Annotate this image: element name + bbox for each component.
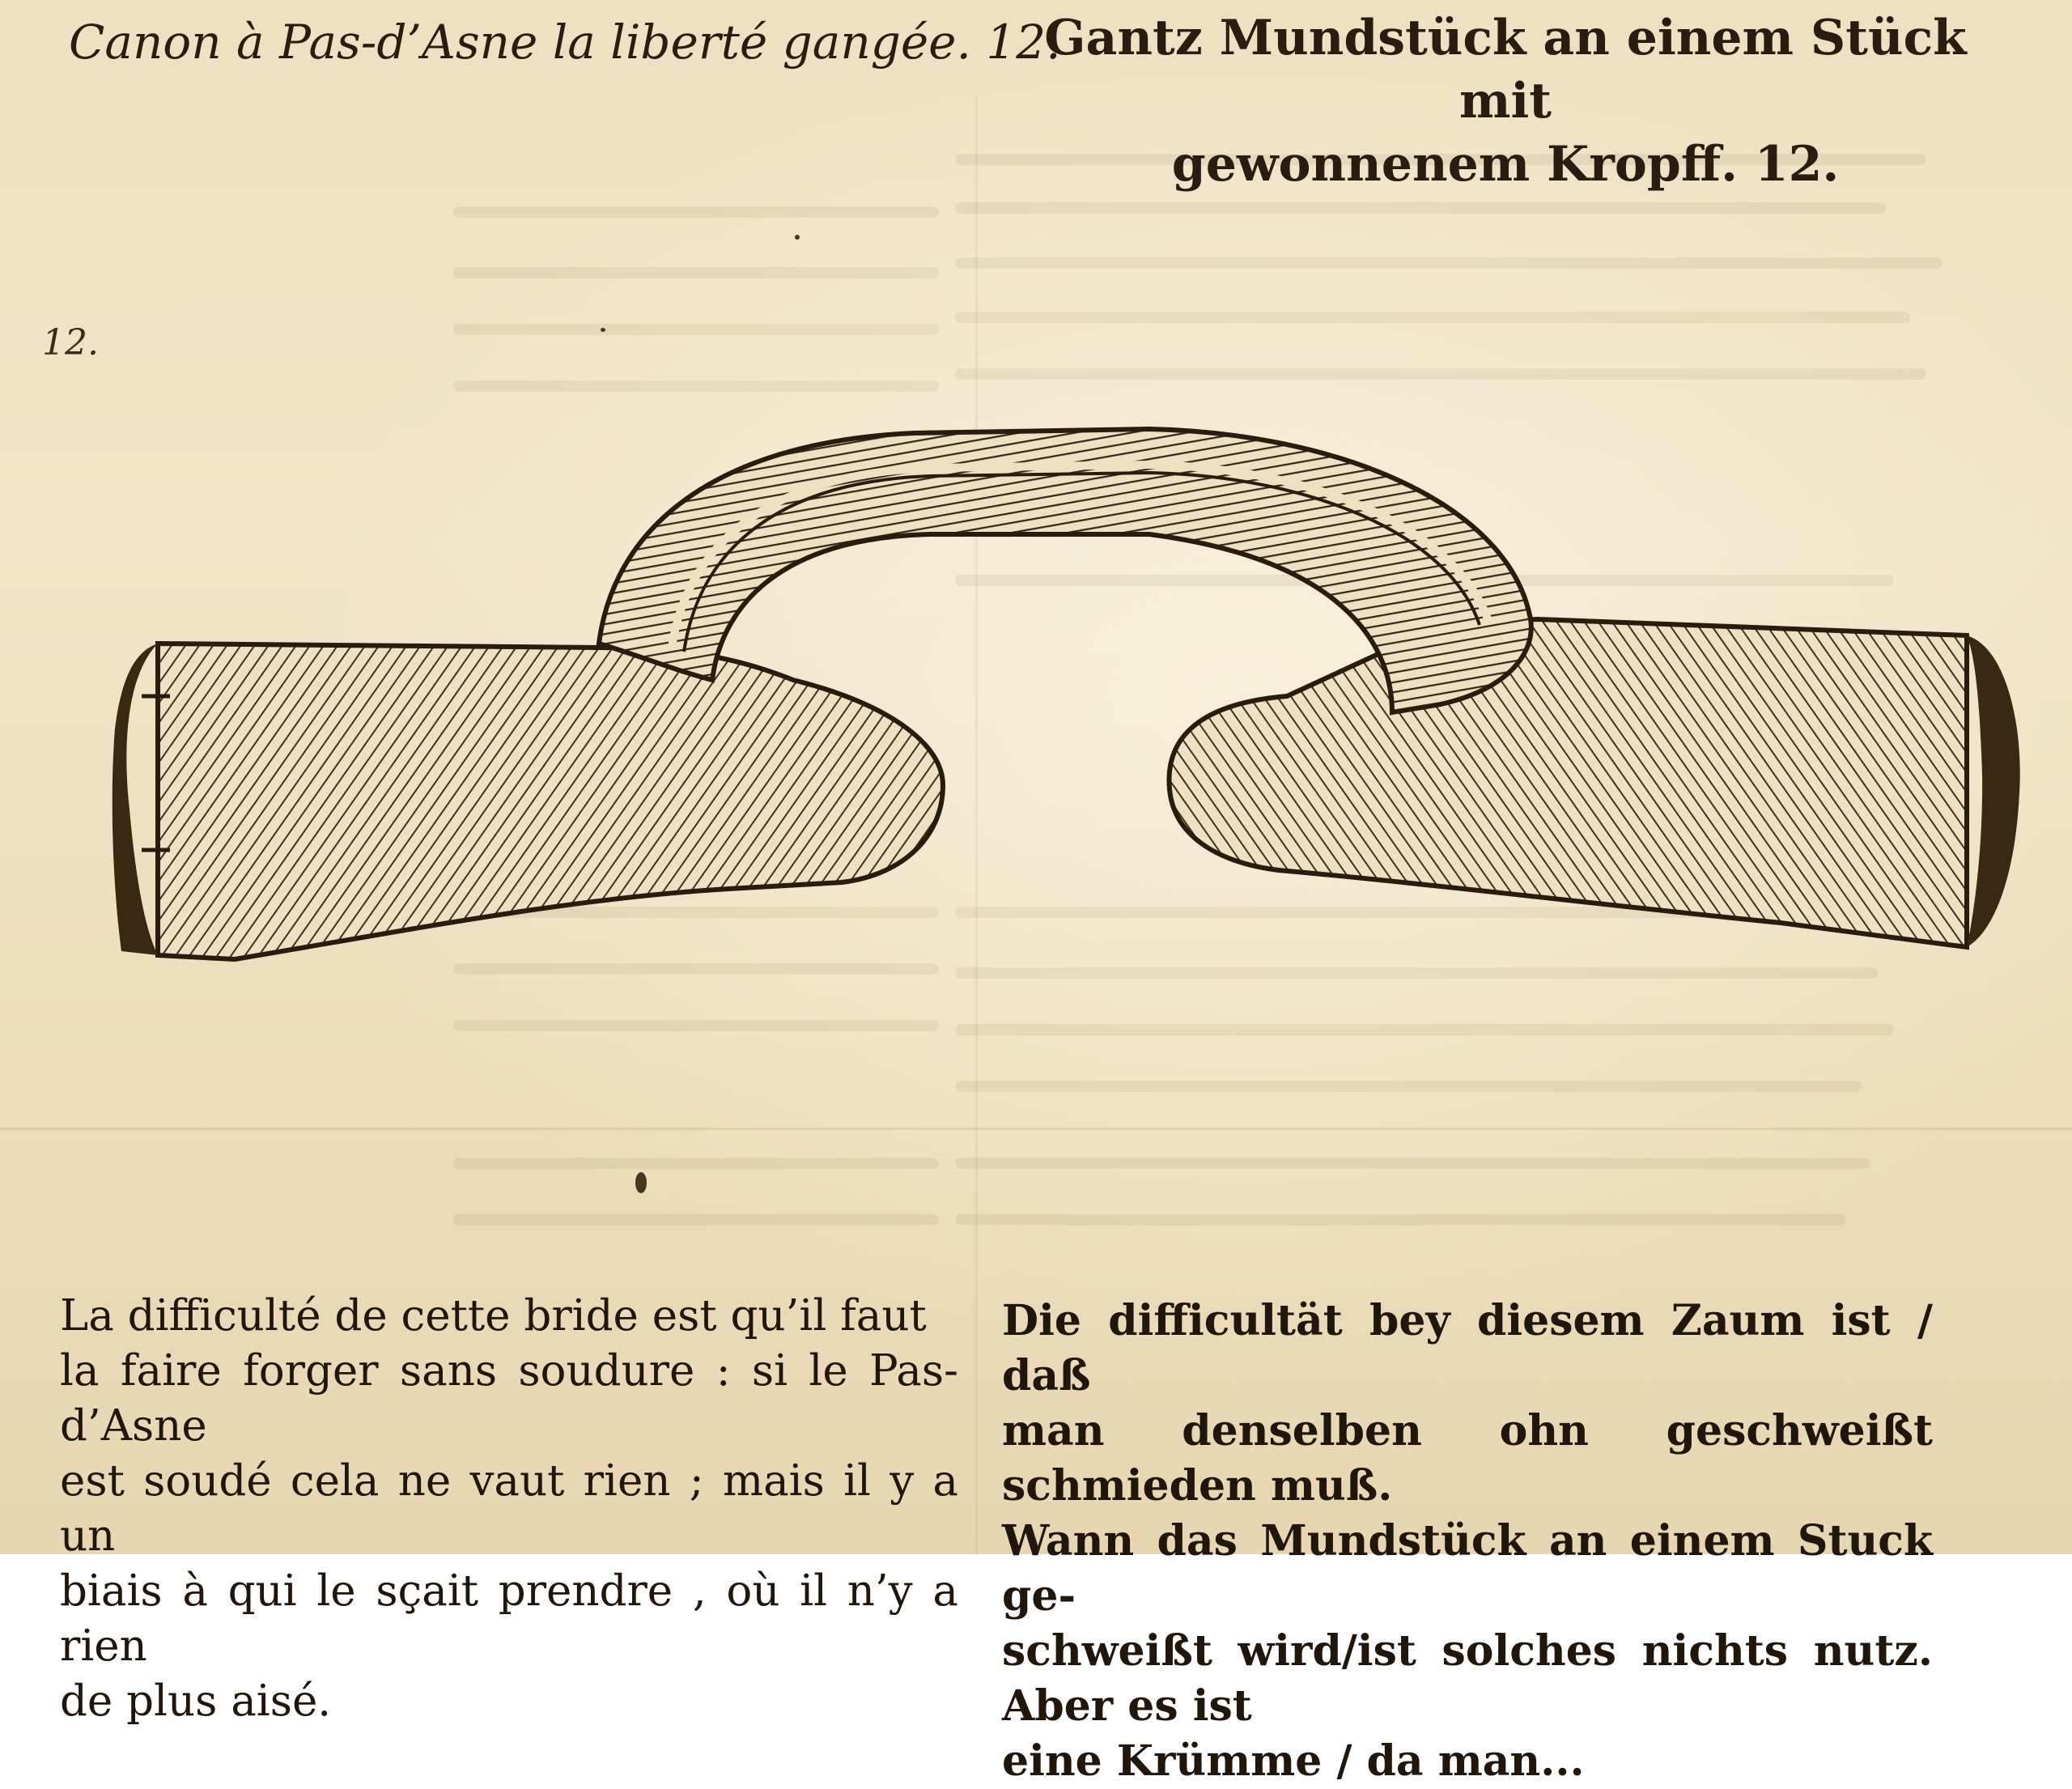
french-line: biais à qui le sçait prendre , où il n’y a rien [60,1566,958,1671]
ink-speck [601,328,605,332]
ink-blot [635,1172,647,1193]
french-heading: Canon à Pas-d’Asne la liberté gangée. 12. [69,15,1061,70]
right-canon-cylinder [1169,619,2019,947]
german-line: Wann das Mundstück an einem Stuck ge- [1002,1516,1933,1621]
german-line: Die difficultät bey diesem Zaum ist / daß [1002,1296,1933,1400]
french-line: de plus aisé. [60,1676,332,1726]
german-line: eine Krümme / da man... [1002,1736,1585,1786]
french-line: la faire forger sans soudure : si le Pas-d’Asne [60,1346,958,1451]
french-line: La difficulté de cette bride est qu’il faut [60,1291,927,1341]
german-heading-line-2: gewonnenem Kropff. 12. [1171,136,1840,193]
german-line: man denselben ohn geschweißt schmieden muß. [1002,1406,1933,1511]
german-line: schweißt wird/ist solches nichts nutz. Aber es ist [1002,1626,1933,1731]
figure-number: 12. [42,322,99,363]
ink-speck [795,235,800,240]
german-paragraph [1002,1294,1933,1789]
french-paragraph [60,1289,958,1729]
french-line: est soudé cela ne vaut rien ; mais il y a un [60,1456,958,1561]
german-heading-line-1: Gantz Mundstück an einem Stück mit [1044,10,1967,130]
left-canon-cylinder [113,644,943,959]
